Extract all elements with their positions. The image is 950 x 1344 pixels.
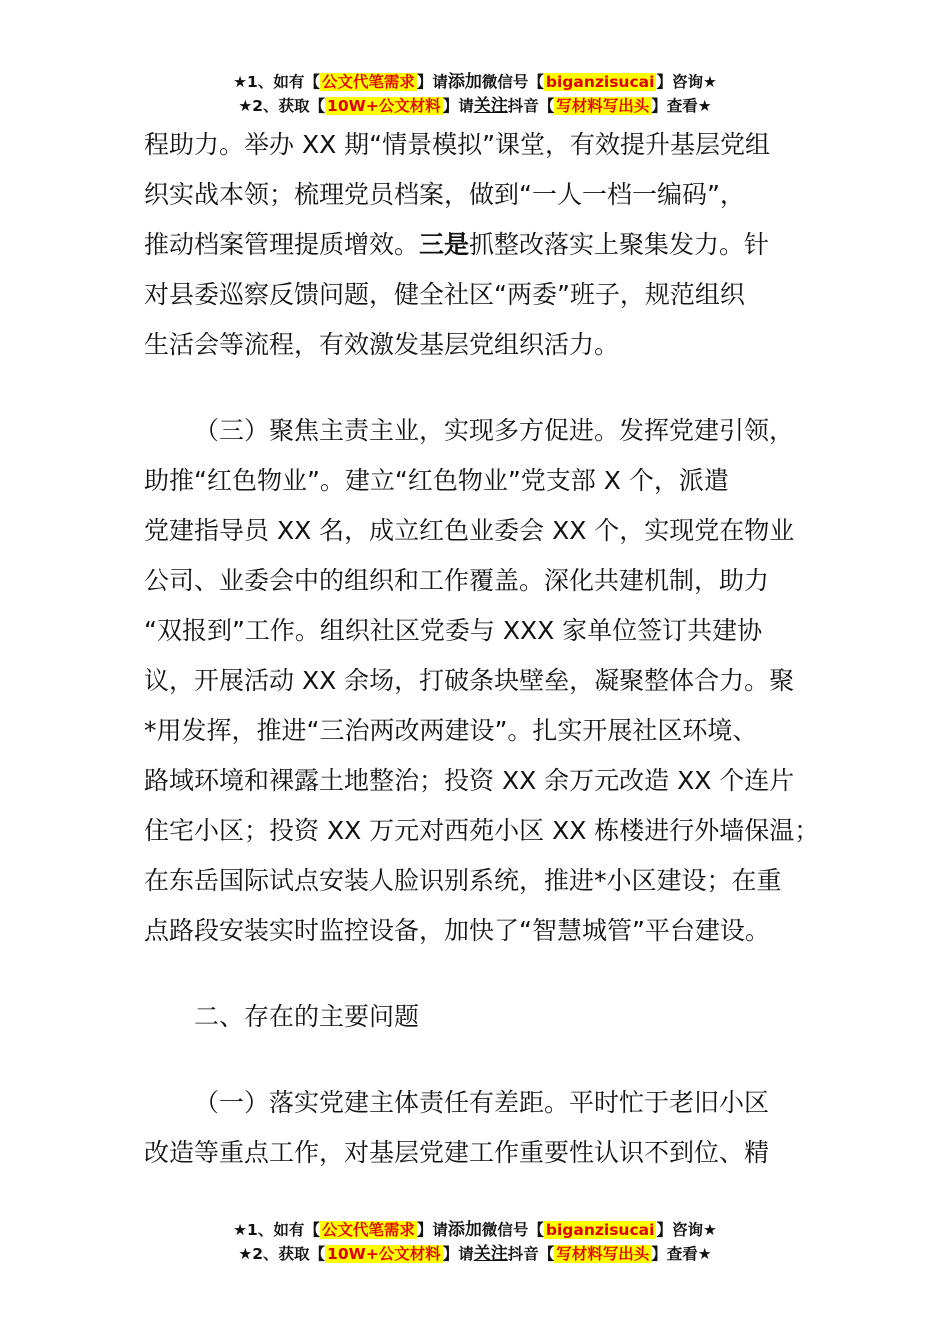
banner-text: 微信号【 xyxy=(481,1221,544,1239)
paragraph-gap xyxy=(144,956,824,992)
paragraph-1 xyxy=(144,120,824,370)
text-line: 助推“红色物业”。建立“红色物业”党支部 X 个，派遣 xyxy=(144,466,729,495)
text-line: 织实战本领；梳理党员档案，做到“一人一档一编码”， xyxy=(144,180,745,209)
banner-highlight: biganzisucai xyxy=(545,73,655,91)
text-line: 路域环境和裸露土地整治；投资 XX 余万元改造 XX 个连片 xyxy=(144,766,795,795)
banner-text: 】查看★ xyxy=(651,1245,712,1263)
text-line: *用发挥，推进“三治两改两建设”。扎实开展社区环境、 xyxy=(144,716,758,745)
banner-highlight: 10W+公文材料 xyxy=(327,1245,441,1263)
banner-text: ★1、如有【 xyxy=(233,73,320,91)
text-line: 点路段安装实时监控设备，加快了“智慧城管”平台建设。 xyxy=(144,916,770,945)
text-line: “双报到”工作。组织社区党委与 XXX 家单位签订共建协 xyxy=(144,616,763,645)
banner-emphasis: 添加 xyxy=(447,72,482,92)
banner-highlight: biganzisucai xyxy=(545,1221,655,1239)
banner-text: ★2、获取【 xyxy=(238,1245,326,1263)
text-line: 议，开展活动 XX 余场，打破条块壁垒，凝聚整体合力。聚 xyxy=(144,666,795,695)
banner-emphasis: 关注 xyxy=(473,96,508,116)
text-line: （三）聚焦主责主业，实现多方促进。发挥党建引领， xyxy=(194,416,795,445)
banner-text: 】请 xyxy=(442,97,474,115)
text-line: 改造等重点工作，对基层党建工作重要性认识不到位、精 xyxy=(144,1138,770,1167)
text-line: 生活会等流程，有效激发基层党组织活力。 xyxy=(144,330,620,359)
banner-text: ★1、如有【 xyxy=(233,1221,320,1239)
banner-emphasis: 添加 xyxy=(447,1220,482,1240)
paragraph-3 xyxy=(144,1078,824,1178)
banner-highlight: 公文代笔需求 xyxy=(321,1221,415,1239)
text-line: 公司、业委会中的组织和工作覆盖。深化共建机制，助力 xyxy=(144,566,770,595)
footer-banner-line-1 xyxy=(0,1218,950,1242)
text-line: 对县委巡察反馈问题，健全社区“两委”班子，规范组织 xyxy=(144,280,745,309)
paragraph-gap xyxy=(144,370,824,406)
banner-text: 抖音【 xyxy=(507,97,555,115)
banner-highlight: 10W+公文材料 xyxy=(327,97,441,115)
paragraph-gap xyxy=(144,1042,824,1078)
banner-highlight: 公文代笔需求 xyxy=(321,73,415,91)
footer-banner-line-2 xyxy=(0,1242,950,1266)
text-line: 在东岳国际试点安装人脸识别系统，推进*小区建设；在重 xyxy=(144,866,782,895)
banner-text: 】请 xyxy=(416,73,448,91)
section-heading xyxy=(144,992,824,1042)
text-line: 推动档案管理提质增效。 xyxy=(144,230,420,259)
banner-text: 】咨询★ xyxy=(656,73,717,91)
header-banner xyxy=(0,70,950,118)
banner-text: 】请 xyxy=(442,1245,474,1263)
banner-text: 微信号【 xyxy=(481,73,544,91)
banner-text: 抖音【 xyxy=(507,1245,555,1263)
text-line: 程助力。举办 XX 期“情景模拟”课堂，有效提升基层党组 xyxy=(144,130,771,159)
banner-text: 】查看★ xyxy=(651,97,712,115)
header-banner-line-2 xyxy=(0,94,950,118)
header-banner-line-1 xyxy=(0,70,950,94)
footer-banner xyxy=(0,1218,950,1266)
banner-text: 】请 xyxy=(416,1221,448,1239)
text-line: 党建指导员 XX 名，成立红色业委会 XX 个，实现党在物业 xyxy=(144,516,795,545)
text-line: 住宅小区；投资 XX 万元对西苑小区 XX 栋楼进行外墙保温； xyxy=(144,816,820,845)
heading-text: 二、存在的主要问题 xyxy=(194,1002,420,1031)
banner-text: ★2、获取【 xyxy=(238,97,326,115)
banner-highlight: 写材料写出头 xyxy=(556,97,650,115)
text-line: （一）落实党建主体责任有差距。平时忙于老旧小区 xyxy=(194,1088,770,1117)
bold-text: 三是 xyxy=(419,230,470,259)
document-body xyxy=(144,120,824,1178)
banner-text: 】咨询★ xyxy=(656,1221,717,1239)
paragraph-2 xyxy=(144,406,824,956)
text-line: 抓整改落实上聚集发力。针 xyxy=(469,230,770,259)
banner-emphasis: 关注 xyxy=(473,1244,508,1264)
banner-highlight: 写材料写出头 xyxy=(556,1245,650,1263)
